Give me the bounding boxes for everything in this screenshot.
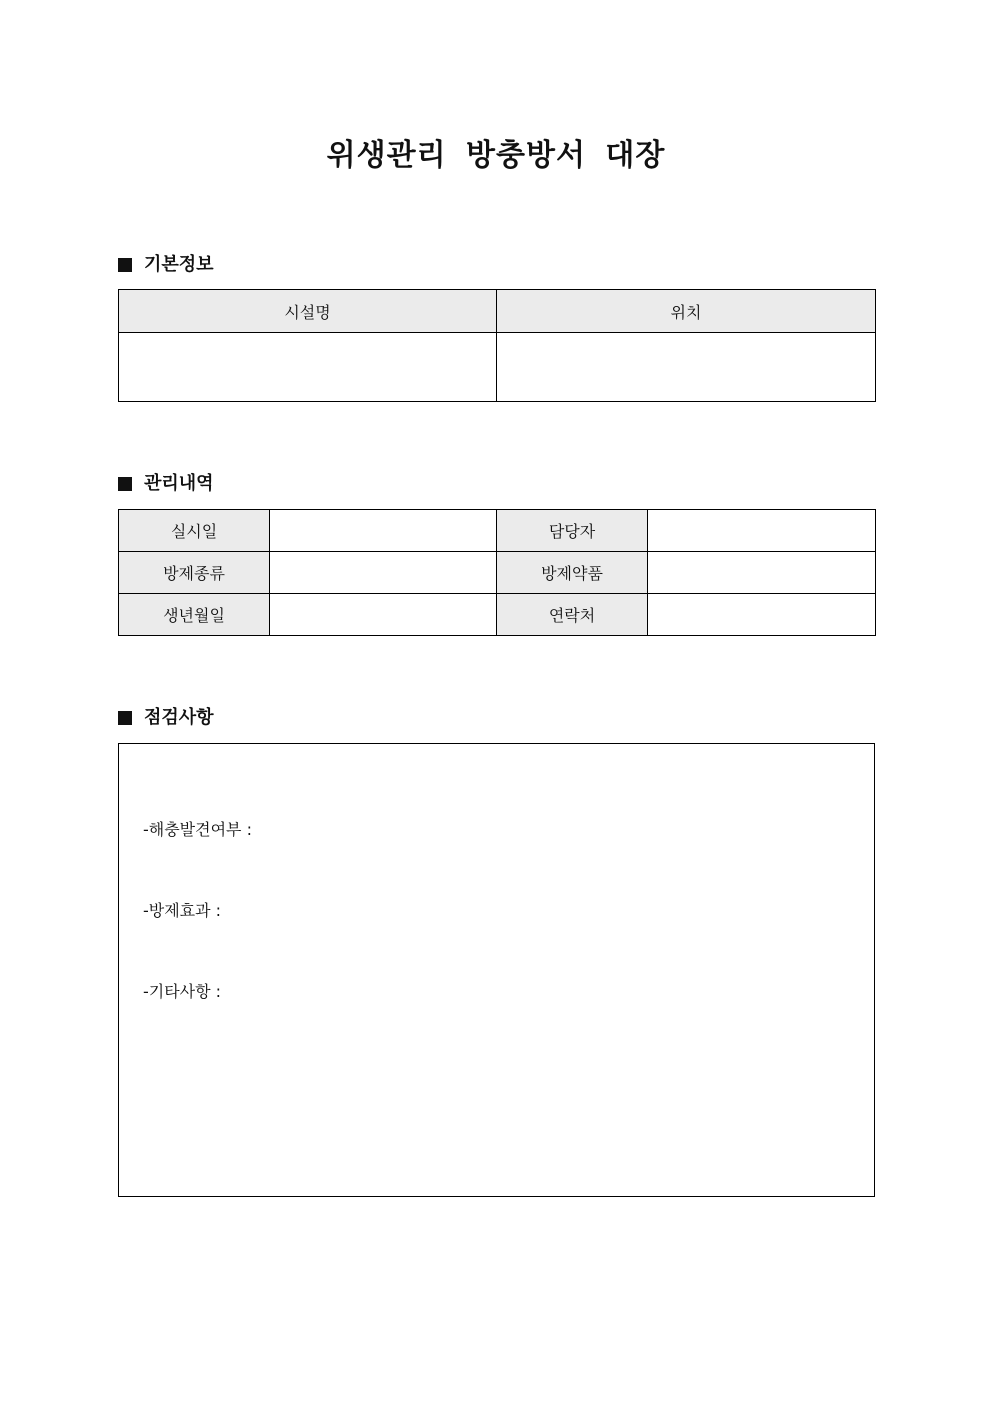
inspection-notes-box[interactable] (118, 743, 875, 1197)
label-birth-date: 생년월일 (119, 594, 270, 636)
column-header-location: 위치 (497, 290, 876, 333)
table-row (119, 510, 876, 552)
label-control-type: 방제종류 (119, 552, 270, 594)
label-control-chemical: 방제약품 (497, 552, 648, 594)
section-heading-basic-info (118, 252, 214, 278)
control-type-field[interactable] (270, 552, 497, 594)
section-heading-inspection (118, 705, 214, 731)
table-row (119, 594, 876, 636)
table-row (119, 552, 876, 594)
inspection-line-control-effect: -방제효과 : (143, 901, 222, 920)
facility-name-field[interactable] (119, 333, 497, 402)
column-header-facility-name: 시설명 (119, 290, 497, 333)
square-bullet-icon (118, 258, 132, 272)
section-heading-label: 관리내역 (144, 473, 214, 494)
label-execution-date: 실시일 (119, 510, 270, 552)
label-contact: 연락처 (497, 594, 648, 636)
person-in-charge-field[interactable] (648, 510, 876, 552)
section-heading-label: 점검사항 (144, 707, 214, 728)
birth-date-field[interactable] (270, 594, 497, 636)
square-bullet-icon (118, 711, 132, 725)
label-person-in-charge: 담당자 (497, 510, 648, 552)
contact-field[interactable] (648, 594, 876, 636)
section-heading-management (118, 471, 214, 497)
inspection-line-pest-found: -해충발견여부 : (143, 820, 252, 839)
execution-date-field[interactable] (270, 510, 497, 552)
section-heading-label: 기본정보 (144, 254, 214, 275)
inspection-line-other-notes: -기타사항 : (143, 982, 222, 1001)
page-title: 위생관리 방충방서 대장 (326, 138, 666, 173)
basic-info-table (118, 289, 876, 402)
square-bullet-icon (118, 477, 132, 491)
control-chemical-field[interactable] (648, 552, 876, 594)
location-field[interactable] (497, 333, 876, 402)
inspection-lines (143, 762, 874, 1059)
management-table (118, 509, 876, 636)
